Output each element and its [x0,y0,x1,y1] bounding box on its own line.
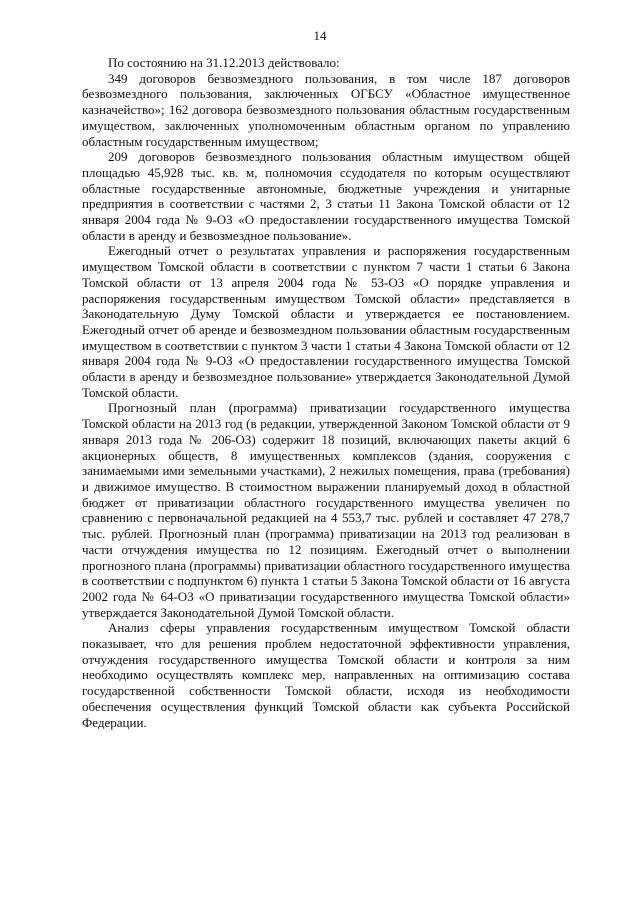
document-body [82,55,570,730]
paragraph-institution-contracts: 209 договоров безвозмездного пользования областным имуществом общей площадью 45,928 тыс. кв. м, полномочия ссудодателя по которым осуществляют областные государственные автономные, бюджетные учреждения и унитарные предприятия в соответствии с частями 2, 3 статьи 11 Закона Томской области от 12 января 2004 года № 9-ОЗ «О предоставлении государственного имущества Томской области в аренду и безвозмездное пользование». [82,149,570,243]
paragraph-annual-report: Ежегодный отчет о результатах управления и распоряжения государственным имуществом Томской области в соответствии с пунктом 7 части 1 статьи 6 Закона Томской области от 13 апреля 2004 года № 53-ОЗ «О порядке управления и распоряжения государственным имуществом Томской области» представляется в Законодательную Думу Томской области и утверждается ее постановлением. Ежегодный отчет об аренде и безвозмездном пользовании областным государственным имуществом в соответствии с пунктом 3 части 1 статьи 4 Закона Томской области от 12 января 2004 года № 9-ОЗ «О предоставлении государственного имущества Томской области в аренду и безвозмездное пользование» утверждается Законодательной Думой Томской области. [82,243,570,400]
paragraph-analysis: Анализ сферы управления государственным имуществом Томской области показывает, что для решения проблем недостаточной эффективности управления, отчуждения государственного имущества Томской области и контроля за ним необходимо осуществлять комплекс мер, направленных на оптимизацию состава государственной собственности Томской области, исходя из необходимости обеспечения осуществления функций Томской области как субъекта Российской Федерации. [82,620,570,730]
paragraph-privatization-plan: Прогнозный план (программа) приватизации государственного имущества Томской области на 2013 год (в редакции, утвержденной Законом Томской области от 9 января 2013 года № 206-ОЗ) содержит 18 позиций, включающих пакеты акций 6 акционерных обществ, 8 имущественных комплексов (здания, сооружения с занимаемыми ими земельными участками), 2 нежилых помещения, права (требования) и движимое имущество. В стоимостном выражении планируемый доход в областной бюджет от приватизации областного государственного имущества увеличен по сравнению с первоначальной редакцией на 4 553,7 тыс. рублей и составляет 47 278,7 тыс. рублей. Прогнозный план (программа) приватизации на 2013 год реализован в части отчуждения имущества по 12 позициям. Ежегодный отчет о выполнении прогнозного плана (программы) приватизации областного государственного имущества в соответствии с подпунктом 6) пункта 1 статьи 5 Закона Томской области от 16 августа 2002 года № 64-ОЗ «О приватизации государственного имущества Томской области» утверждается Законодательной Думой Томской области. [82,400,570,620]
page-number: 14 [313,28,327,43]
paragraph-status-date: По состоянию на 31.12.2013 действовало: [108,55,340,70]
paragraph-free-use-contracts: 349 договоров безвозмездного пользования, в том числе 187 договоров безвозмездного пользования, заключенных ОГБСУ «Областное имущественное казначейство»; 162 договора безвозмездного пользования областным государственным имуществом, заключенных уполномоченным областным органом по управлению областным государственным имуществом; [82,70,570,149]
